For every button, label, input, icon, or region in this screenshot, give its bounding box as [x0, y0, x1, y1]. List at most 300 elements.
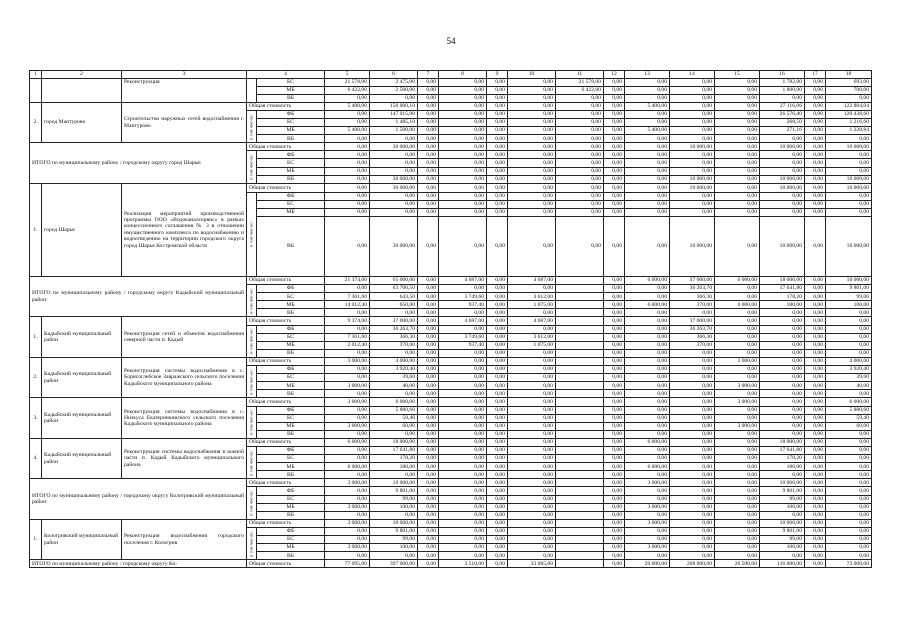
value-cell: 10 000,00: [826, 183, 872, 192]
value-cell: 100,00: [370, 503, 418, 511]
value-cell: 0,00: [670, 135, 715, 143]
value-cell: 0,00: [760, 390, 805, 398]
value-cell: 0,00: [625, 333, 670, 341]
value-cell: 0,00: [805, 406, 826, 414]
value-cell: 0,00: [508, 208, 556, 216]
value-cell: 0,00: [670, 192, 715, 200]
value-cell: 0,00: [604, 422, 625, 430]
fund-type-cell: ВБ: [257, 217, 325, 277]
value-cell: 0,00: [670, 118, 715, 126]
description-cell: Реконструкция водоснабжения городского поселения г. Кологрив: [122, 519, 247, 559]
value-cell: 0,00: [508, 455, 556, 463]
value-cell: 0,00: [625, 422, 670, 430]
value-cell: 0,00: [715, 511, 760, 519]
fund-type-cell: ФБ: [257, 366, 325, 374]
value-cell: 10 000,00: [826, 277, 872, 285]
value-cell: 0,00: [325, 446, 370, 454]
value-cell: 0,00: [715, 118, 760, 126]
value-cell: 0,00: [760, 167, 805, 175]
value-cell: 0,00: [826, 192, 872, 200]
value-cell: 0,00: [604, 94, 625, 102]
value-cell: 0,00: [625, 366, 670, 374]
value-cell: 0,00: [625, 446, 670, 454]
value-cell: 0,00: [625, 471, 670, 479]
value-cell: 0,00: [439, 511, 487, 519]
value-cell: 0,00: [487, 479, 508, 487]
value-cell: 268,50: [760, 118, 805, 126]
value-cell: 0,00: [604, 135, 625, 143]
value-cell: 0,00: [805, 102, 826, 110]
value-cell: 0,00: [604, 349, 625, 357]
value-cell: 0,00: [715, 552, 760, 560]
column-number: 4: [247, 71, 325, 79]
value-cell: 0,00: [625, 511, 670, 519]
value-cell: 0,00: [439, 309, 487, 317]
value-cell: 0,00: [805, 519, 826, 527]
column-number: 14: [670, 71, 715, 79]
value-cell: 0,00: [487, 309, 508, 317]
in-that-number-cell: [247, 151, 257, 183]
value-cell: 0,00: [760, 325, 805, 333]
value-cell: 0,00: [418, 127, 439, 135]
value-cell: 0,00: [715, 495, 760, 503]
value-cell: 0,00: [508, 349, 556, 357]
value-cell: 0,00: [325, 151, 370, 159]
value-cell: 0,00: [325, 366, 370, 374]
value-cell: 0,00: [325, 325, 370, 333]
value-cell: 0,00: [826, 341, 872, 349]
value-cell: 0,00: [826, 94, 872, 102]
value-cell: 59,40: [370, 414, 418, 422]
value-cell: 10 000,00: [370, 479, 418, 487]
value-cell: 0,00: [760, 382, 805, 390]
value-cell: 0,00: [439, 151, 487, 159]
in-that-number-cell: [247, 406, 257, 438]
fund-type-cell: МБ: [257, 463, 325, 471]
description-cell: Реконструкция системы водоснабжения в южной части п. Кадый Кадыйского муниципального района: [122, 438, 247, 478]
value-cell: 0,00: [508, 86, 556, 94]
value-cell: 0,00: [508, 414, 556, 422]
value-cell: 37 000,00: [370, 317, 418, 325]
value-cell: 0,00: [805, 349, 826, 357]
value-cell: 0,00: [604, 430, 625, 438]
fund-type-cell: ФБ: [257, 110, 325, 118]
value-cell: 0,00: [325, 200, 370, 208]
value-cell: 0,00: [487, 374, 508, 382]
value-cell: 0,00: [670, 374, 715, 382]
table-row: [30, 438, 872, 446]
value-cell: 0,00: [805, 110, 826, 118]
value-cell: 0,00: [625, 309, 670, 317]
value-cell: [556, 309, 604, 317]
value-cell: 3 000,00: [325, 544, 370, 552]
value-cell: 180,00: [370, 463, 418, 471]
value-cell: 0,00: [604, 192, 625, 200]
in-that-number-label: в том чис-ле:: [248, 288, 254, 314]
value-cell: 0,00: [487, 366, 508, 374]
value-cell: [556, 366, 604, 374]
fund-type-cell: Общая стоимость: [247, 102, 325, 110]
value-cell: 0,00: [670, 94, 715, 102]
value-cell: 3 000,00: [715, 398, 760, 406]
table-row: [30, 143, 872, 151]
value-cell: 10 000,00: [826, 217, 872, 277]
value-cell: 0,00: [487, 527, 508, 535]
table-row: [30, 560, 872, 568]
value-cell: 0,00: [625, 143, 670, 151]
in-that-number-label: в том чис-ле:: [248, 490, 254, 516]
fund-type-cell: ФБ: [257, 527, 325, 535]
value-cell: 0,00: [670, 159, 715, 167]
value-cell: 0,00: [325, 390, 370, 398]
value-cell: 0,00: [418, 293, 439, 301]
fund-type-cell: Общая стоимость: [247, 519, 325, 527]
value-cell: 0,00: [418, 390, 439, 398]
value-cell: 0,00: [604, 406, 625, 414]
value-cell: 0,00: [805, 183, 826, 192]
value-cell: 0,00: [670, 357, 715, 365]
value-cell: 0,00: [325, 414, 370, 422]
value-cell: [556, 438, 604, 446]
value-cell: 0,00: [625, 317, 670, 325]
header-row: [30, 71, 872, 79]
value-cell: 0,00: [325, 487, 370, 495]
value-cell: 0,00: [487, 390, 508, 398]
fund-type-cell: БС: [257, 200, 325, 208]
value-cell: 0,00: [670, 208, 715, 216]
value-cell: 0,00: [805, 175, 826, 183]
value-cell: 0,00: [625, 536, 670, 544]
in-that-number-label: в том чис-ле:: [248, 221, 254, 248]
value-cell: 3 000,00: [325, 503, 370, 511]
value-cell: 10 000,00: [760, 217, 805, 277]
value-cell: 0,00: [604, 374, 625, 382]
value-cell: 0,00: [487, 143, 508, 151]
table-row: [30, 78, 872, 86]
value-cell: 0,00: [715, 325, 760, 333]
value-cell: 0,00: [325, 94, 370, 102]
value-cell: 0,00: [625, 374, 670, 382]
value-cell: 0,00: [670, 390, 715, 398]
value-cell: 0,00: [487, 293, 508, 301]
value-cell: 73 000,00: [826, 560, 872, 568]
value-cell: 1 782,00: [760, 78, 805, 86]
fund-type-cell: МБ: [257, 544, 325, 552]
value-cell: 0,00: [604, 301, 625, 309]
value-cell: 0,00: [826, 487, 872, 495]
value-cell: [556, 536, 604, 544]
value-cell: 0,00: [670, 527, 715, 535]
in-that-number-label: в том чис-ле:: [248, 368, 254, 395]
value-cell: 0,00: [487, 78, 508, 86]
value-cell: 40,00: [826, 382, 872, 390]
value-cell: 0,00: [670, 102, 715, 110]
place-cell: город Мантурово: [42, 102, 122, 142]
value-cell: 0,00: [604, 398, 625, 406]
value-cell: 0,00: [805, 159, 826, 167]
value-cell: 0,00: [715, 333, 760, 341]
value-cell: 0,00: [439, 357, 487, 365]
value-cell: 0,00: [805, 333, 826, 341]
table-row: [30, 357, 872, 365]
value-cell: 0,00: [826, 333, 872, 341]
value-cell: 0,00: [439, 527, 487, 535]
value-cell: 0,00: [325, 167, 370, 175]
value-cell: 0,00: [418, 349, 439, 357]
value-cell: 0,00: [439, 143, 487, 151]
column-number: 10: [508, 71, 556, 79]
value-cell: 37 000,00: [670, 277, 715, 285]
table-row: [30, 479, 872, 487]
value-cell: 0,00: [487, 414, 508, 422]
value-cell: 0,00: [604, 159, 625, 167]
value-cell: 10 000,00: [670, 217, 715, 277]
value-cell: [556, 527, 604, 535]
fund-type-cell: Общая стоимость: [247, 143, 325, 151]
value-cell: 0,00: [760, 94, 805, 102]
value-cell: 6 000,00: [625, 463, 670, 471]
value-cell: 0,00: [418, 325, 439, 333]
value-cell: 0,00: [826, 309, 872, 317]
value-cell: 1 216,60: [826, 118, 872, 126]
value-cell: 0,00: [604, 544, 625, 552]
value-cell: 0,00: [805, 446, 826, 454]
value-cell: 0,00: [670, 430, 715, 438]
value-cell: 0,00: [715, 102, 760, 110]
value-cell: 0,00: [826, 390, 872, 398]
value-cell: 0,00: [760, 349, 805, 357]
value-cell: 0,00: [418, 175, 439, 183]
value-cell: 5 880,60: [826, 406, 872, 414]
value-cell: 0,00: [826, 463, 872, 471]
value-cell: 0,00: [325, 309, 370, 317]
value-cell: 0,00: [805, 552, 826, 560]
value-cell: 3 510,00: [439, 560, 487, 568]
value-cell: [556, 325, 604, 333]
value-cell: 0,00: [805, 127, 826, 135]
value-cell: 26 576,40: [760, 110, 805, 118]
value-cell: 0,00: [508, 519, 556, 527]
value-cell: 7 361,60: [325, 333, 370, 341]
value-cell: 0,00: [670, 536, 715, 544]
in-that-number-label: в том чис-ле:: [248, 449, 254, 476]
value-cell: 33 085,00: [508, 560, 556, 568]
value-cell: 643,50: [370, 293, 418, 301]
value-cell: 0,00: [508, 192, 556, 200]
place-cell: Кадыйский муниципальный район: [42, 398, 122, 438]
value-cell: 0,00: [418, 560, 439, 568]
value-cell: 0,00: [826, 527, 872, 535]
fund-type-cell: БС: [257, 293, 325, 301]
value-cell: 0,00: [670, 86, 715, 94]
value-cell: 0,00: [439, 200, 487, 208]
value-cell: 0,00: [604, 277, 625, 285]
value-cell: 366,30: [670, 333, 715, 341]
value-cell: 0,00: [715, 143, 760, 151]
value-cell: 0,00: [625, 495, 670, 503]
value-cell: 0,00: [604, 285, 625, 293]
value-cell: 0,00: [805, 455, 826, 463]
row-number-cell: 4.: [30, 438, 42, 478]
value-cell: 0,00: [805, 536, 826, 544]
value-cell: 0,00: [826, 135, 872, 143]
value-cell: 0,00: [418, 438, 439, 446]
value-cell: 0,00: [439, 78, 487, 86]
in-that-number-label: в том чис-ле:: [248, 409, 254, 435]
value-cell: 178,20: [370, 455, 418, 463]
value-cell: 0,00: [439, 463, 487, 471]
value-cell: 0,00: [418, 78, 439, 86]
value-cell: 0,00: [439, 208, 487, 216]
value-cell: 0,00: [508, 463, 556, 471]
value-cell: 700,00: [826, 86, 872, 94]
value-cell: 0,00: [487, 357, 508, 365]
value-cell: 3 000,00: [625, 544, 670, 552]
value-cell: 0,00: [439, 349, 487, 357]
value-cell: 0,00: [625, 527, 670, 535]
value-cell: 0,00: [715, 159, 760, 167]
value-cell: 0,00: [487, 86, 508, 94]
value-cell: 0,00: [418, 208, 439, 216]
value-cell: 0,00: [439, 398, 487, 406]
value-cell: 0,00: [556, 118, 604, 126]
value-cell: 0,00: [760, 151, 805, 159]
row-number-cell: 1.: [30, 183, 42, 276]
value-cell: 5 400,00: [325, 127, 370, 135]
in-that-number-cell: [247, 192, 257, 276]
value-cell: 0,00: [556, 167, 604, 175]
column-number: 8: [439, 71, 487, 79]
value-cell: 0,00: [556, 159, 604, 167]
value-cell: 0,00: [625, 175, 670, 183]
column-number: 2: [42, 71, 122, 79]
value-cell: 0,00: [805, 374, 826, 382]
value-cell: 0,00: [487, 495, 508, 503]
value-cell: 0,00: [508, 390, 556, 398]
value-cell: 0,00: [487, 382, 508, 390]
value-cell: 0,00: [715, 503, 760, 511]
value-cell: 0,00: [508, 118, 556, 126]
value-cell: 0,00: [715, 544, 760, 552]
value-cell: 5 880,60: [370, 406, 418, 414]
value-cell: 0,00: [604, 102, 625, 110]
value-cell: 0,00: [439, 175, 487, 183]
value-cell: 0,00: [715, 293, 760, 301]
in-that-number-label: в том чис-ле:: [248, 328, 254, 354]
value-cell: 0,00: [487, 487, 508, 495]
value-cell: 0,00: [418, 357, 439, 365]
value-cell: 0,00: [670, 200, 715, 208]
value-cell: [556, 293, 604, 301]
value-cell: 0,00: [370, 511, 418, 519]
value-cell: 0,00: [760, 430, 805, 438]
value-cell: [556, 430, 604, 438]
value-cell: [556, 479, 604, 487]
value-cell: 4 687,00: [439, 317, 487, 325]
value-cell: 0,00: [556, 175, 604, 183]
value-cell: 0,00: [805, 341, 826, 349]
value-cell: 0,00: [805, 422, 826, 430]
value-cell: 17 641,80: [760, 446, 805, 454]
value-cell: 0,00: [826, 430, 872, 438]
fund-type-cell: Общая стоимость: [247, 479, 325, 487]
fund-type-cell: МБ: [257, 341, 325, 349]
value-cell: 0,00: [418, 519, 439, 527]
value-cell: 0,00: [625, 192, 670, 200]
total-title-cell: ИТОГО по муниципальному району / городскому округу Кологривский муниципальный район:: [30, 479, 247, 519]
value-cell: 0,00: [325, 511, 370, 519]
value-cell: 370,00: [670, 301, 715, 309]
in-that-number-cell: [247, 527, 257, 559]
value-cell: 0,00: [760, 406, 805, 414]
value-cell: 0,00: [805, 118, 826, 126]
column-number: 9: [487, 71, 508, 79]
place-cell: [42, 78, 122, 102]
value-cell: 0,00: [625, 455, 670, 463]
value-cell: 0,00: [508, 438, 556, 446]
value-cell: 0,00: [670, 366, 715, 374]
value-cell: 0,00: [418, 94, 439, 102]
value-cell: 0,00: [805, 398, 826, 406]
value-cell: 0,00: [670, 438, 715, 446]
value-cell: 0,00: [508, 102, 556, 110]
value-cell: 0,00: [670, 503, 715, 511]
value-cell: 0,00: [604, 175, 625, 183]
value-cell: 0,00: [556, 192, 604, 200]
column-number: 18: [826, 71, 872, 79]
value-cell: 0,00: [826, 552, 872, 560]
value-cell: 0,00: [439, 94, 487, 102]
value-cell: 0,00: [487, 159, 508, 167]
value-cell: [556, 495, 604, 503]
value-cell: 0,00: [508, 471, 556, 479]
value-cell: 0,00: [508, 325, 556, 333]
value-cell: 0,00: [670, 78, 715, 86]
value-cell: 178,20: [760, 293, 805, 301]
value-cell: 0,00: [487, 110, 508, 118]
value-cell: 0,00: [805, 94, 826, 102]
value-cell: 10 000,00: [760, 479, 805, 487]
table-row: [30, 183, 872, 192]
value-cell: 0,00: [370, 192, 418, 200]
fund-type-cell: МБ: [257, 382, 325, 390]
value-cell: 0,00: [805, 430, 826, 438]
value-cell: 0,00: [625, 414, 670, 422]
value-cell: 0,00: [325, 349, 370, 357]
value-cell: 0,00: [487, 544, 508, 552]
value-cell: 0,00: [439, 102, 487, 110]
value-cell: 0,00: [760, 552, 805, 560]
in-that-number-cell: [247, 110, 257, 142]
value-cell: 0,00: [826, 151, 872, 159]
table-row: [30, 519, 872, 527]
value-cell: 6 000,00: [625, 301, 670, 309]
value-cell: 0,00: [604, 495, 625, 503]
value-cell: 6 000,00: [625, 277, 670, 285]
column-number: 6: [370, 71, 418, 79]
value-cell: 0,00: [418, 200, 439, 208]
value-cell: [556, 398, 604, 406]
place-cell: Кологривский муниципальный район: [42, 519, 122, 559]
value-cell: 0,00: [604, 217, 625, 277]
value-cell: 0,00: [418, 487, 439, 495]
in-that-number-label: в том чис-ле:: [248, 530, 254, 557]
value-cell: 0,00: [826, 471, 872, 479]
value-cell: 10 000,00: [370, 519, 418, 527]
value-cell: 0,00: [487, 552, 508, 560]
value-cell: 3 000,00: [625, 519, 670, 527]
value-cell: 1 800,00: [760, 86, 805, 94]
